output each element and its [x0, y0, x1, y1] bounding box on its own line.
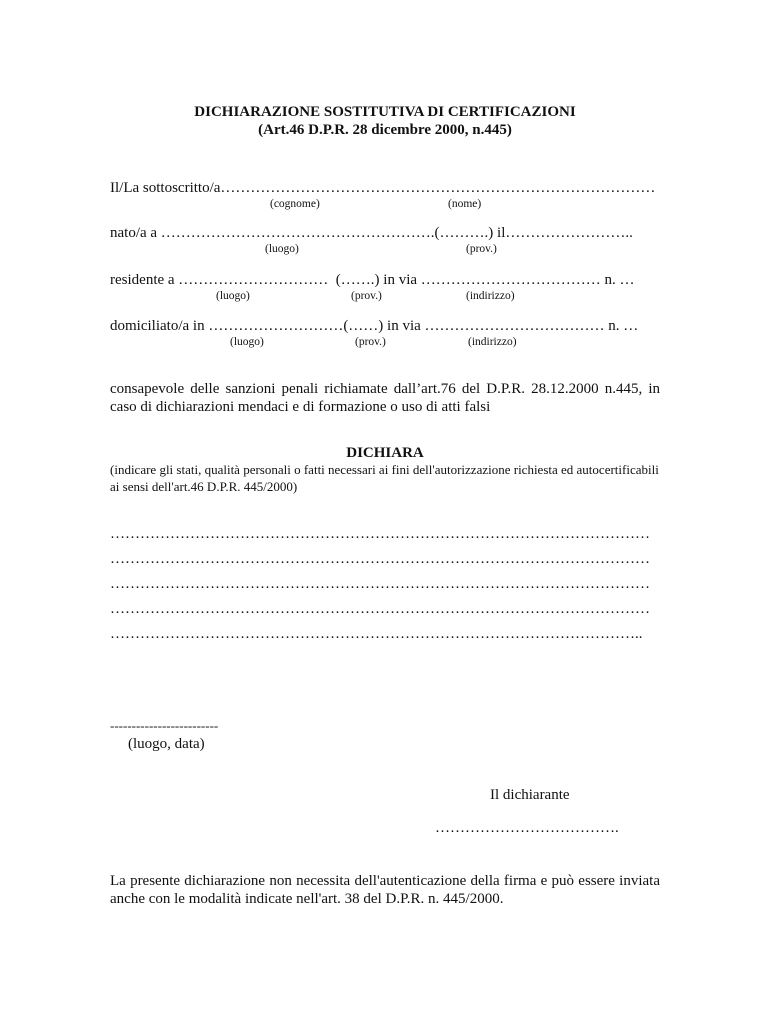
nome-label: (nome)	[448, 198, 482, 210]
residente-indirizzo-label: (indirizzo)	[466, 290, 515, 302]
declaration-line-4: ………………………………………………………………………………………………	[110, 601, 650, 617]
signature-line: ……………………………….	[435, 820, 619, 836]
residente-field: residente a ………………………… (…….) in via ……………………………… n. …	[110, 272, 635, 288]
consapevole-paragraph: consapevole delle sanzioni penali richiamate dall’art.76 del D.P.R. 28.12.2000 n.445, in caso di dichiarazioni mendaci e di formazione o uso di atti falsi	[110, 381, 660, 415]
residente-prov-label: (prov.)	[351, 290, 382, 302]
signature-label: Il dichiarante	[490, 787, 570, 803]
footer-note: La presente dichiarazione non necessita dell'autenticazione della firma e può essere inviata anche con le modalità indicate nell'art. 38 del D.P.R. n. 445/2000.	[110, 873, 660, 907]
declaration-line-3: ………………………………………………………………………………………………	[110, 576, 650, 592]
declaration-line-1: ………………………………………………………………………………………………	[110, 526, 650, 542]
nato-luogo-label: (luogo)	[265, 243, 299, 255]
place-date-line: -------------------------	[110, 718, 219, 733]
declaration-line-5: ……………………………………………………………………………………………..	[110, 626, 643, 642]
declaration-line-2: ………………………………………………………………………………………………	[110, 551, 650, 567]
document-subtitle: (Art.46 D.P.R. 28 dicembre 2000, n.445)	[258, 122, 512, 138]
domiciliato-luogo-label: (luogo)	[230, 336, 264, 348]
dichiara-heading: DICHIARA	[346, 445, 424, 461]
place-date-label: (luogo, data)	[128, 736, 205, 752]
sottoscritto-field: Il/La sottoscritto/a……………………………………………………………………………	[110, 180, 656, 196]
domiciliato-prov-label: (prov.)	[355, 336, 386, 348]
document-title: DICHIARAZIONE SOSTITUTIVA DI CERTIFICAZIONI	[194, 104, 576, 120]
dichiara-note: (indicare gli stati, qualità personali o fatti necessari ai fini dell'autorizzazione richiesta ed autocertificabili ai sensi dell'art.46 D.P.R. 445/2000)	[110, 462, 659, 494]
domiciliato-field: domiciliato/a in ………………………(……) in via ……………………………… n. …	[110, 318, 639, 334]
nato-prov-label: (prov.)	[466, 243, 497, 255]
cognome-label: (cognome)	[270, 198, 320, 210]
domiciliato-indirizzo-label: (indirizzo)	[468, 336, 517, 348]
nato-field: nato/a a ……………………………………………….(……….) il……………………..	[110, 225, 633, 241]
residente-luogo-label: (luogo)	[216, 290, 250, 302]
